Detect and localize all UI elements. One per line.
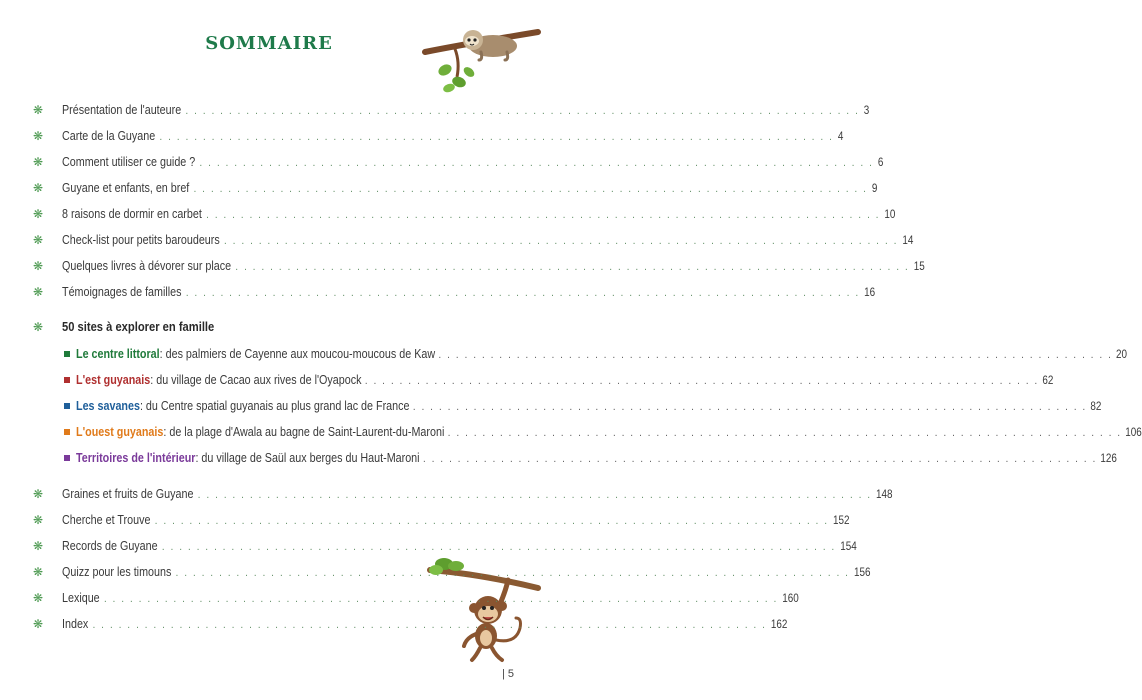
- section-description: : du village de Saül aux berges du Haut-Maroni: [195, 451, 420, 465]
- section-entry[interactable]: [76, 448, 1117, 468]
- toc-entry-label: Graines et fruits de Guyane: [62, 487, 194, 501]
- toc-entry-page: 16: [864, 287, 876, 299]
- bullet-icon: ❋: [32, 155, 44, 169]
- toc-entry[interactable]: [62, 178, 878, 198]
- bullet-icon: ❋: [32, 513, 44, 527]
- toc-entry[interactable]: [62, 230, 914, 250]
- toc-entry-label: Présentation de l'auteure: [62, 103, 182, 117]
- toc-entry[interactable]: [62, 614, 788, 634]
- bullet-icon: ❋: [32, 320, 44, 334]
- toc-entry[interactable]: [62, 152, 884, 172]
- page-title: SOMMAIRE: [205, 33, 333, 54]
- section-page: 62: [1042, 375, 1054, 387]
- toc-entry-label: Témoignages de familles: [62, 285, 182, 299]
- toc-entry-label: Cherche et Trouve: [62, 513, 151, 527]
- toc-entry-label: 8 raisons de dormir en carbet: [62, 207, 202, 221]
- leader-dots: . . . . . . . . . . . . . . . . . . . . . . . . . . . . . . . . . . . . . . . . . . . . . . . . . . . . . . . . . . . . . . . . . . . . . . . . . . . . . .: [161, 541, 836, 553]
- bullet-icon: ❋: [32, 285, 44, 299]
- section-page: 126: [1100, 453, 1117, 465]
- toc-entry-label: Records de Guyane: [62, 539, 158, 553]
- section-entry[interactable]: [76, 396, 1102, 416]
- leader-dots: . . . . . . . . . . . . . . . . . . . . . . . . . . . . . . . . . . . . . . . . . . . . . . . . . . . . . . . . . . . . . . . . . . . . . . . . . . . . . .: [92, 619, 767, 631]
- toc-entry-page: 154: [840, 541, 857, 553]
- toc-entry[interactable]: [62, 510, 850, 530]
- section-title: Les savanes: [76, 399, 140, 413]
- leader-dots: . . . . . . . . . . . . . . . . . . . . . . . . . . . . . . . . . . . . . . . . . . . . . . . . . . . . . . . . . . . . . . . . . . . . . . . . . . . . . .: [199, 157, 874, 169]
- toc-entry-label: Quizz pour les timouns: [62, 565, 172, 579]
- section-page: 20: [1115, 349, 1127, 361]
- bullet-icon: ❋: [32, 233, 44, 247]
- bullet-icon: ❋: [32, 539, 44, 553]
- section-entry[interactable]: [76, 344, 1127, 364]
- toc-entry-page: 152: [833, 515, 850, 527]
- section-description: : de la plage d'Awala au bagne de Saint-Laurent-du-Maroni: [163, 425, 445, 439]
- section-page: 106: [1125, 427, 1142, 439]
- section-title: Le centre littoral: [76, 347, 160, 361]
- toc-entry-page: 6: [877, 157, 884, 169]
- leader-dots: . . . . . . . . . . . . . . . . . . . . . . . . . . . . . . . . . . . . . . . . . . . . . . . . . . . . . . . . . . . . . . . . . . . . . . . . . . . . . .: [206, 209, 881, 221]
- section-title: L'ouest guyanais: [76, 425, 164, 439]
- leader-dots: . . . . . . . . . . . . . . . . . . . . . . . . . . . . . . . . . . . . . . . . . . . . . . . . . . . . . . . . . . . . . . . . . . . . . . . . . . . . . .: [224, 235, 899, 247]
- bullet-icon: ❋: [32, 207, 44, 221]
- leader-dots: . . . . . . . . . . . . . . . . . . . . . . . . . . . . . . . . . . . . . . . . . . . . . . . . . . . . . . . . . . . . . . . . . . . . . . . . . . . . . .: [438, 349, 1113, 361]
- toc-entry-label: Comment utiliser ce guide ?: [62, 155, 196, 169]
- toc-entry-label: Check-list pour petits baroudeurs: [62, 233, 220, 247]
- leader-dots: . . . . . . . . . . . . . . . . . . . . . . . . . . . . . . . . . . . . . . . . . . . . . . . . . . . . . . . . . . . . . . . . . . . . . . . . . . . . . .: [193, 183, 868, 195]
- section-title: L'est guyanais: [76, 373, 151, 387]
- leader-dots: . . . . . . . . . . . . . . . . . . . . . . . . . . . . . . . . . . . . . . . . . . . . . . . . . . . . . . . . . . . . . . . . . . . . . . . . . . . . . .: [364, 375, 1039, 387]
- leader-dots: . . . . . . . . . . . . . . . . . . . . . . . . . . . . . . . . . . . . . . . . . . . . . . . . . . . . . . . . . . . . . . . . . . . . . . . . . . . . . .: [185, 105, 860, 117]
- leader-dots: . . . . . . . . . . . . . . . . . . . . . . . . . . . . . . . . . . . . . . . . . . . . . . . . . . . . . . . . . . . . . . . . . . . . . . . . . . . . . .: [235, 261, 910, 273]
- toc-entry[interactable]: [62, 588, 799, 608]
- section-description: : du Centre spatial guyanais au plus grand lac de France: [139, 399, 410, 413]
- bullet-icon: ❋: [32, 129, 44, 143]
- section-page: 82: [1090, 401, 1102, 413]
- toc-entry[interactable]: [62, 484, 893, 504]
- toc-entry-page: 148: [876, 489, 893, 501]
- leader-dots: . . . . . . . . . . . . . . . . . . . . . . . . . . . . . . . . . . . . . . . . . . . . . . . . . . . . . . . . . . . . . . . . . . . . . . . . . . . . . .: [422, 453, 1097, 465]
- bullet-icon: ❋: [32, 103, 44, 117]
- toc-entry-label: Index: [62, 617, 89, 631]
- leader-dots: . . . . . . . . . . . . . . . . . . . . . . . . . . . . . . . . . . . . . . . . . . . . . . . . . . . . . . . . . . . . . . . . . . . . . . . . . . . . . .: [447, 427, 1122, 439]
- page-number: | 5: [501, 668, 514, 680]
- section-entry[interactable]: [76, 422, 1142, 442]
- square-bullet-icon: [64, 403, 70, 409]
- square-bullet-icon: [64, 455, 70, 461]
- toc-entry[interactable]: [62, 204, 896, 224]
- bullet-icon: ❋: [32, 617, 44, 631]
- section-description: : des palmiers de Cayenne aux moucou-moucous de Kaw: [159, 347, 436, 361]
- toc-entry-page: 3: [863, 105, 870, 117]
- square-bullet-icon: [64, 377, 70, 383]
- leader-dots: . . . . . . . . . . . . . . . . . . . . . . . . . . . . . . . . . . . . . . . . . . . . . . . . . . . . . . . . . . . . . . . . . . . . . . . . . . . . . .: [159, 131, 834, 143]
- toc-entry-label: Quelques livres à dévorer sur place: [62, 259, 232, 273]
- toc-entry[interactable]: [62, 536, 857, 556]
- section-title: Territoires de l'intérieur: [76, 451, 196, 465]
- leader-dots: . . . . . . . . . . . . . . . . . . . . . . . . . . . . . . . . . . . . . . . . . . . . . . . . . . . . . . . . . . . . . . . . . . . . . . . . . . . . . .: [197, 489, 872, 501]
- toc-entry-page: 14: [902, 235, 914, 247]
- bullet-icon: ❋: [32, 591, 44, 605]
- toc-entry-page: 9: [871, 183, 878, 195]
- toc-entry-label: Carte de la Guyane: [62, 129, 156, 143]
- leader-dots: . . . . . . . . . . . . . . . . . . . . . . . . . . . . . . . . . . . . . . . . . . . . . . . . . . . . . . . . . . . . . . . . . . . . . . . . . . . . . .: [154, 515, 829, 527]
- toc-entry-page: 4: [837, 131, 844, 143]
- toc-entry-label: Lexique: [62, 591, 100, 605]
- square-bullet-icon: [64, 429, 70, 435]
- toc-entry-page: 15: [913, 261, 925, 273]
- section-entry[interactable]: [76, 370, 1054, 390]
- bullet-icon: ❋: [32, 565, 44, 579]
- toc-entry[interactable]: [62, 282, 876, 302]
- toc-entry[interactable]: [62, 256, 925, 276]
- square-bullet-icon: [64, 351, 70, 357]
- toc-entry-page: 10: [884, 209, 896, 221]
- leader-dots: . . . . . . . . . . . . . . . . . . . . . . . . . . . . . . . . . . . . . . . . . . . . . . . . . . . . . . . . . . . . . . . . . . . . . . . . . . . . . .: [412, 401, 1087, 413]
- toc-entry-page: 156: [853, 567, 871, 579]
- toc-entry[interactable]: [62, 562, 871, 582]
- section-heading: 50 sites à explorer en famille: [62, 319, 215, 334]
- bullet-icon: ❋: [32, 181, 44, 195]
- toc-entry[interactable]: [62, 126, 844, 146]
- section-description: : du village de Cacao aux rives de l'Oyapock: [150, 373, 362, 387]
- toc-entry-page: 162: [770, 619, 788, 631]
- leader-dots: . . . . . . . . . . . . . . . . . . . . . . . . . . . . . . . . . . . . . . . . . . . . . . . . . . . . . . . . . . . . . . . . . . . . . . . . . . . . . .: [103, 593, 778, 605]
- toc-entry-label: Guyane et enfants, en bref: [62, 181, 190, 195]
- leader-dots: . . . . . . . . . . . . . . . . . . . . . . . . . . . . . . . . . . . . . . . . . . . . . . . . . . . . . . . . . . . . . . . . . . . . . . . . . . . . . .: [185, 287, 860, 299]
- toc-entry[interactable]: [62, 100, 870, 120]
- bullet-icon: ❋: [32, 259, 44, 273]
- bullet-icon: ❋: [32, 487, 44, 501]
- toc-entry-page: 160: [782, 593, 799, 605]
- leader-dots: . . . . . . . . . . . . . . . . . . . . . . . . . . . . . . . . . . . . . . . . . . . . . . . . . . . . . . . . . . . . . . . . . . . . . . . . . . . . . .: [175, 567, 850, 579]
